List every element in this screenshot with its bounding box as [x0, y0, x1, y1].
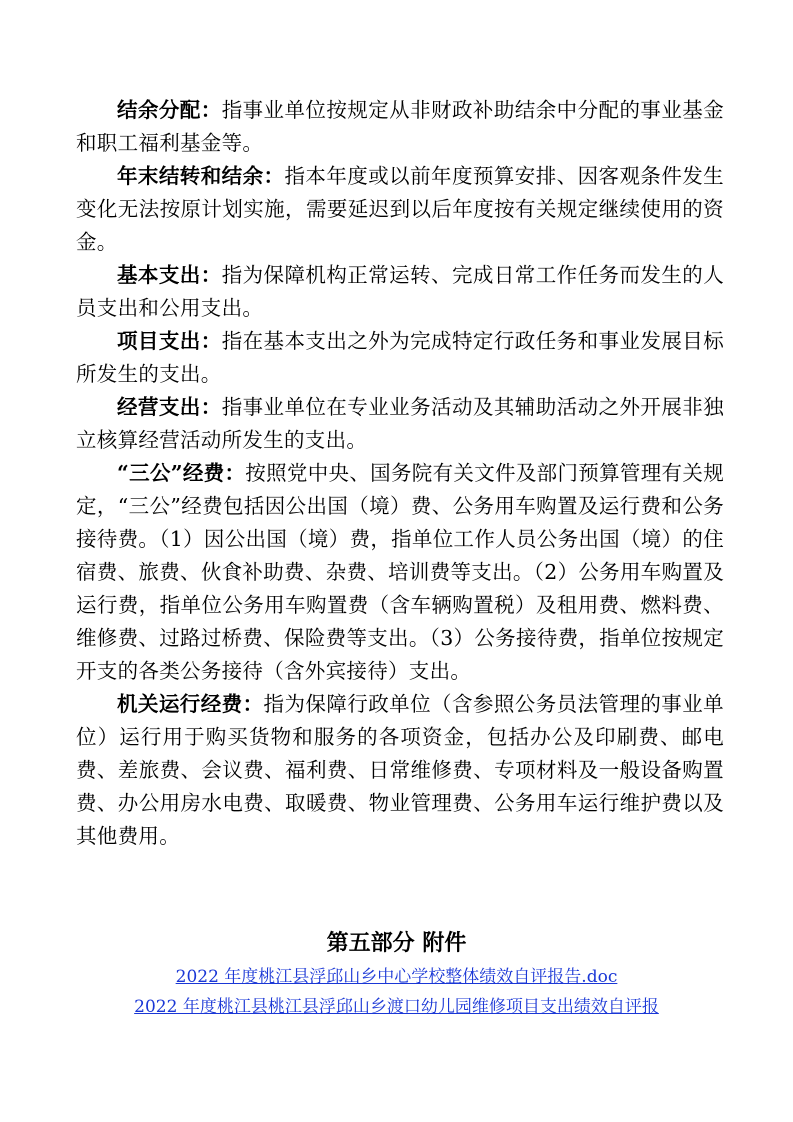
definition-paragraph	[76, 325, 724, 391]
definition-text: 指事业单位按规定从非财政补助结余中分配的事业基金和职工福利基金等。	[76, 98, 725, 155]
attachment-list	[0, 962, 793, 1022]
definition-text: 指本年度或以前年度预算安排、因客观条件发生变化无法按原计划实施，需要延迟到以后年度按有关规定继续使用的资金。	[76, 164, 724, 254]
definition-paragraph	[76, 457, 724, 688]
definition-text: 指在基本支出之外为完成特定行政任务和事业发展目标所发生的支出。	[76, 329, 725, 386]
definition-text: 指为保障机构正常运转、完成日常工作任务而发生的人员支出和公用支出。	[76, 263, 725, 320]
definition-term: 经营支出：	[117, 395, 222, 419]
definition-text: 指事业单位在专业业务活动及其辅助活动之外开展非独立核算经营活动所发生的支出。	[76, 395, 725, 452]
definition-paragraph	[76, 259, 724, 325]
definition-term: 项目支出：	[117, 329, 222, 353]
section-title: 第五部分 附件	[326, 931, 467, 956]
definition-paragraph	[76, 391, 724, 457]
definition-paragraph	[76, 94, 724, 160]
definition-paragraph	[76, 160, 724, 259]
definition-paragraph	[76, 688, 724, 853]
attachment-link[interactable]: 2022 年度桃江县桃江县浮邱山乡渡口幼儿园维修项目支出绩效自评报	[134, 997, 659, 1017]
definition-text: 指为保障行政单位（含参照公务员法管理的事业单位）运行用于购买货物和服务的各项资金，包括办公及印刷费、邮电费、差旅费、会议费、福利费、日常维修费、专项材料及一般设备购置费、办公用房水电费、取暖费、物业管理费、公务用车运行维护费以及其他费用。	[76, 692, 724, 848]
glossary-section	[76, 94, 724, 853]
definition-term: 结余分配：	[117, 98, 222, 122]
definition-term: “三公”经费：	[117, 461, 246, 485]
attachment-link[interactable]: 2022 年度桃江县浮邱山乡中心学校整体绩效自评报告.doc	[175, 967, 618, 987]
definition-term: 机关运行经费：	[117, 692, 264, 716]
definition-term: 年末结转和结余：	[117, 164, 285, 188]
definition-text: 按照党中央、国务院有关文件及部门预算管理有关规定，“三公”经费包括因公出国（境）费、公务用车购置及运行费和公务接待费。（1）因公出国（境）费，指单位工作人员公务出国（境）的住宿费、旅费、伙食补助费、杂费、培训费等支出。（2）公务用车购置及运行费，指单位公务用车购置费（含车辆购置税）及租用费、燃料费、维修费、过路过桥费、保险费等支出。（3）公务接待费，指单位按规定开支的各类公务接待（含外宾接待）支出。	[76, 461, 724, 683]
definition-term: 基本支出：	[117, 263, 222, 287]
